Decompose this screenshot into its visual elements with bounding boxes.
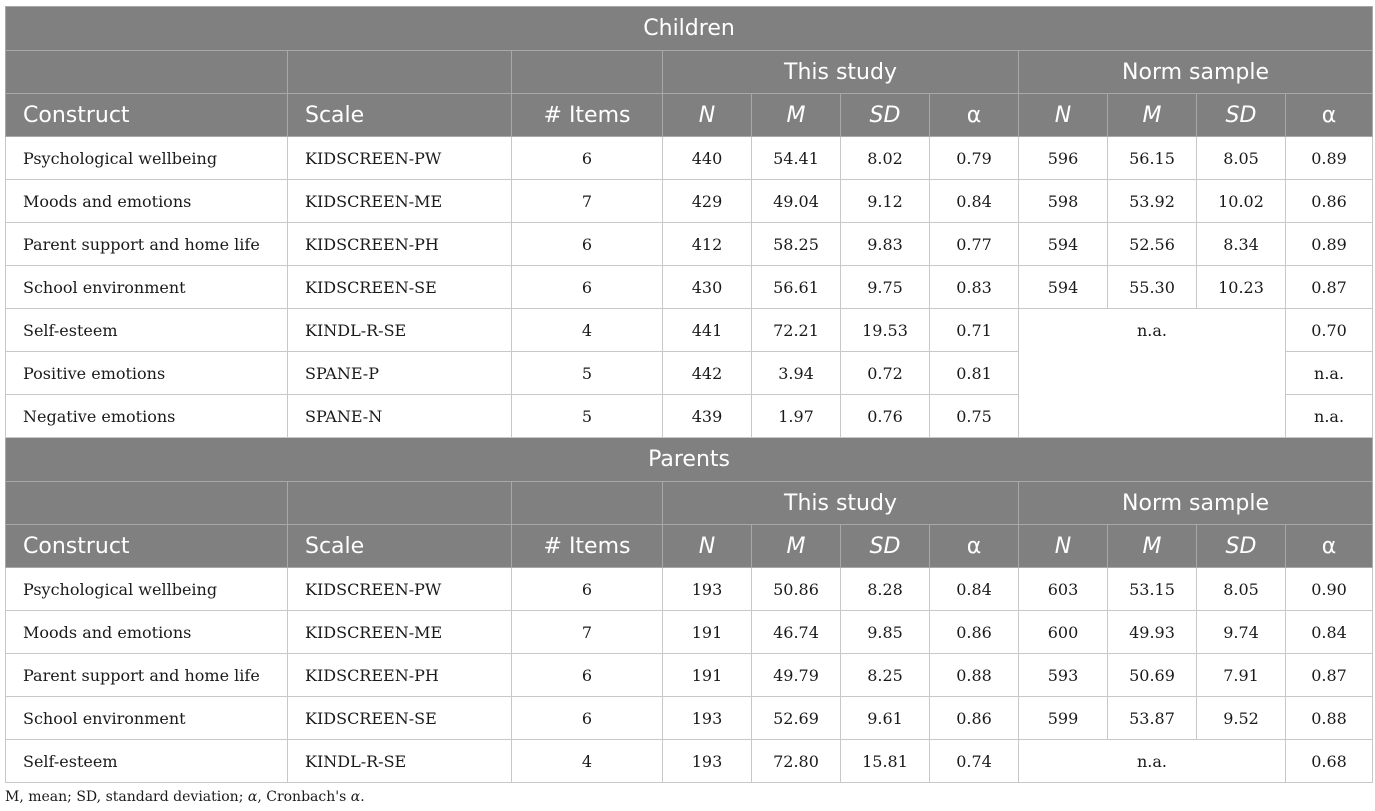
norm-sd-cell: 8.34: [1197, 223, 1286, 266]
scale-cell: KIDSCREEN-SE: [288, 266, 512, 309]
descriptive-statistics-table: [5, 6, 1373, 783]
norm-sample-header: Norm sample: [1019, 51, 1373, 94]
construct-header: Construct: [6, 525, 288, 568]
alpha-cell: 0.75: [930, 395, 1019, 438]
norm-m-cell: 49.93: [1108, 611, 1197, 654]
norm-m-cell: 53.92: [1108, 180, 1197, 223]
construct-cell: Psychological wellbeing: [6, 137, 288, 180]
alpha-cell: 0.86: [930, 611, 1019, 654]
construct-cell: Psychological wellbeing: [6, 568, 288, 611]
footnote-sd-abbr: SD: [76, 789, 97, 805]
norm-sd-cell: 8.05: [1197, 568, 1286, 611]
sd-cell: 0.76: [841, 395, 930, 438]
m-cell: 50.86: [752, 568, 841, 611]
norm-m-header: M: [1108, 94, 1197, 137]
scale-cell: KIDSCREEN-SE: [288, 697, 512, 740]
sd-cell: 8.25: [841, 654, 930, 697]
scale-cell: KIDSCREEN-ME: [288, 611, 512, 654]
n-header: N: [663, 94, 752, 137]
section-header-children: [6, 7, 1373, 51]
construct-cell: Self-esteem: [6, 740, 288, 783]
sd-cell: 9.85: [841, 611, 930, 654]
norm-n-cell: 603: [1019, 568, 1108, 611]
footnote-end: .: [360, 789, 365, 805]
scale-cell: KIDSCREEN-PH: [288, 223, 512, 266]
m-cell: 54.41: [752, 137, 841, 180]
scale-header: Scale: [288, 94, 512, 137]
alpha-cell: 0.83: [930, 266, 1019, 309]
m-cell: 49.79: [752, 654, 841, 697]
norm-n-cell: 599: [1019, 697, 1108, 740]
m-cell: 1.97: [752, 395, 841, 438]
norm-alpha-cell: n.a.: [1286, 395, 1373, 438]
table-row: [6, 137, 1373, 180]
section-header-parents: [6, 438, 1373, 482]
footnote-alpha-symbol: α: [350, 789, 361, 805]
items-cell: 5: [512, 395, 663, 438]
alpha-cell: 0.84: [930, 568, 1019, 611]
table-row: [6, 223, 1373, 266]
footnote-m-text: , mean;: [19, 789, 77, 805]
scale-cell: KINDL-R-SE: [288, 309, 512, 352]
items-cell: 6: [512, 223, 663, 266]
norm-sd-header: SD: [1197, 94, 1286, 137]
norm-n-cell: 600: [1019, 611, 1108, 654]
n-cell: 191: [663, 611, 752, 654]
table-row: [6, 309, 1373, 352]
m-cell: 46.74: [752, 611, 841, 654]
scale-cell: KIDSCREEN-PH: [288, 654, 512, 697]
construct-cell: School environment: [6, 266, 288, 309]
group-header-row: [6, 51, 1373, 94]
n-cell: 412: [663, 223, 752, 266]
construct-header: Construct: [6, 94, 288, 137]
table-row: [6, 266, 1373, 309]
alpha-header: α: [930, 94, 1019, 137]
norm-alpha-cell: 0.86: [1286, 180, 1373, 223]
norm-alpha-cell: 0.90: [1286, 568, 1373, 611]
alpha-cell: 0.86: [930, 697, 1019, 740]
n-header: N: [663, 525, 752, 568]
table-row: [6, 654, 1373, 697]
n-cell: 430: [663, 266, 752, 309]
sd-cell: 9.83: [841, 223, 930, 266]
sd-cell: 19.53: [841, 309, 930, 352]
footnote-m-abbr: M: [5, 789, 20, 805]
m-cell: 49.04: [752, 180, 841, 223]
construct-cell: Moods and emotions: [6, 180, 288, 223]
construct-cell: Moods and emotions: [6, 611, 288, 654]
norm-n-cell: 594: [1019, 266, 1108, 309]
sd-cell: 0.72: [841, 352, 930, 395]
construct-cell: Self-esteem: [6, 309, 288, 352]
construct-cell: Negative emotions: [6, 395, 288, 438]
sd-cell: 9.61: [841, 697, 930, 740]
norm-sd-cell: 7.91: [1197, 654, 1286, 697]
norm-alpha-cell: 0.89: [1286, 223, 1373, 266]
scale-cell: KIDSCREEN-PW: [288, 568, 512, 611]
construct-cell: Positive emotions: [6, 352, 288, 395]
m-cell: 72.21: [752, 309, 841, 352]
n-cell: 442: [663, 352, 752, 395]
footnote-alpha-text: , Cronbach's: [257, 789, 351, 805]
norm-n-cell: 596: [1019, 137, 1108, 180]
n-cell: 440: [663, 137, 752, 180]
n-cell: 193: [663, 740, 752, 783]
scale-header: Scale: [288, 525, 512, 568]
sd-cell: 9.75: [841, 266, 930, 309]
norm-n-cell: 594: [1019, 223, 1108, 266]
alpha-header: α: [930, 525, 1019, 568]
norm-sd-cell: 10.23: [1197, 266, 1286, 309]
norm-alpha-cell: 0.84: [1286, 611, 1373, 654]
norm-m-header: M: [1108, 525, 1197, 568]
scale-cell: SPANE-N: [288, 395, 512, 438]
norm-m-cell: 52.56: [1108, 223, 1197, 266]
norm-sd-cell: 9.74: [1197, 611, 1286, 654]
scale-cell: KIDSCREEN-PW: [288, 137, 512, 180]
m-cell: 52.69: [752, 697, 841, 740]
norm-alpha-header: α: [1286, 525, 1373, 568]
norm-m-cell: 53.87: [1108, 697, 1197, 740]
norm-na-merged-cell: n.a.: [1019, 309, 1286, 438]
m-cell: 72.80: [752, 740, 841, 783]
items-cell: 4: [512, 740, 663, 783]
norm-m-cell: 55.30: [1108, 266, 1197, 309]
alpha-cell: 0.81: [930, 352, 1019, 395]
n-cell: 193: [663, 697, 752, 740]
m-cell: 3.94: [752, 352, 841, 395]
items-cell: 5: [512, 352, 663, 395]
footnote-alpha-abbr: α: [247, 789, 258, 805]
table-row: [6, 697, 1373, 740]
alpha-cell: 0.84: [930, 180, 1019, 223]
sd-header: SD: [841, 525, 930, 568]
construct-cell: Parent support and home life: [6, 654, 288, 697]
items-cell: 6: [512, 697, 663, 740]
n-cell: 439: [663, 395, 752, 438]
m-cell: 56.61: [752, 266, 841, 309]
norm-m-cell: 53.15: [1108, 568, 1197, 611]
m-cell: 58.25: [752, 223, 841, 266]
norm-n-header: N: [1019, 525, 1108, 568]
column-header-row: [6, 94, 1373, 137]
items-cell: 6: [512, 137, 663, 180]
table-row: [6, 568, 1373, 611]
n-cell: 429: [663, 180, 752, 223]
norm-alpha-cell: 0.89: [1286, 137, 1373, 180]
table-footnote: [5, 789, 365, 805]
norm-alpha-cell: n.a.: [1286, 352, 1373, 395]
m-header: M: [752, 525, 841, 568]
norm-alpha-cell: 0.88: [1286, 697, 1373, 740]
items-header: # Items: [512, 525, 663, 568]
items-header: # Items: [512, 94, 663, 137]
m-header: M: [752, 94, 841, 137]
norm-sd-cell: 9.52: [1197, 697, 1286, 740]
norm-m-cell: 56.15: [1108, 137, 1197, 180]
scale-cell: SPANE-P: [288, 352, 512, 395]
items-cell: 7: [512, 180, 663, 223]
sd-cell: 8.02: [841, 137, 930, 180]
norm-m-cell: 50.69: [1108, 654, 1197, 697]
sd-cell: 8.28: [841, 568, 930, 611]
alpha-cell: 0.77: [930, 223, 1019, 266]
items-cell: 6: [512, 654, 663, 697]
group-header-row: [6, 482, 1373, 525]
n-cell: 441: [663, 309, 752, 352]
alpha-cell: 0.74: [930, 740, 1019, 783]
section-title: Children: [6, 7, 1373, 51]
scale-cell: KIDSCREEN-ME: [288, 180, 512, 223]
norm-na-merged-cell: n.a.: [1019, 740, 1286, 783]
norm-alpha-cell: 0.70: [1286, 309, 1373, 352]
norm-sd-cell: 10.02: [1197, 180, 1286, 223]
items-cell: 6: [512, 568, 663, 611]
scale-cell: KINDL-R-SE: [288, 740, 512, 783]
column-header-row: [6, 525, 1373, 568]
construct-cell: School environment: [6, 697, 288, 740]
alpha-cell: 0.79: [930, 137, 1019, 180]
sd-cell: 9.12: [841, 180, 930, 223]
sd-cell: 15.81: [841, 740, 930, 783]
sd-header: SD: [841, 94, 930, 137]
table-row: [6, 740, 1373, 783]
n-cell: 191: [663, 654, 752, 697]
norm-n-header: N: [1019, 94, 1108, 137]
footnote-sd-text: , standard deviation;: [96, 789, 248, 805]
norm-n-cell: 598: [1019, 180, 1108, 223]
alpha-cell: 0.88: [930, 654, 1019, 697]
norm-alpha-cell: 0.68: [1286, 740, 1373, 783]
norm-alpha-cell: 0.87: [1286, 654, 1373, 697]
norm-sample-header: Norm sample: [1019, 482, 1373, 525]
this-study-header: This study: [663, 51, 1019, 94]
norm-sd-header: SD: [1197, 525, 1286, 568]
norm-alpha-cell: 0.87: [1286, 266, 1373, 309]
norm-n-cell: 593: [1019, 654, 1108, 697]
items-cell: 7: [512, 611, 663, 654]
section-title: Parents: [6, 438, 1373, 482]
items-cell: 6: [512, 266, 663, 309]
table-row: [6, 180, 1373, 223]
table-row: [6, 611, 1373, 654]
n-cell: 193: [663, 568, 752, 611]
alpha-cell: 0.71: [930, 309, 1019, 352]
construct-cell: Parent support and home life: [6, 223, 288, 266]
norm-alpha-header: α: [1286, 94, 1373, 137]
norm-sd-cell: 8.05: [1197, 137, 1286, 180]
this-study-header: This study: [663, 482, 1019, 525]
items-cell: 4: [512, 309, 663, 352]
